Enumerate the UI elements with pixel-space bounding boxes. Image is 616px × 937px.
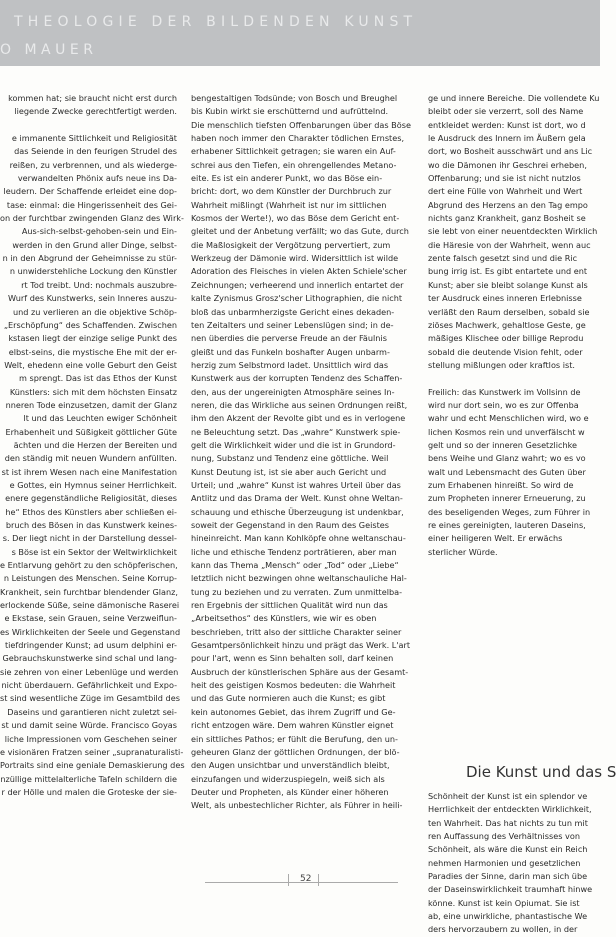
text-line: beschrieben, tritt also der sittliche Charakter seiner [191,626,402,637]
text-line: Deuter und Propheten, als Künder einer höheren [191,786,389,797]
text-line: on der furchtbar zwingenden Glanz des Wirk- [0,213,184,224]
text-line: n Leistungen des Menschen. Seine Korrup- [3,573,177,584]
text-line: bens Weihe und Glanz wahrt; wo es vo [428,453,586,464]
text-line: bruch des Bösen in das Kunstwerk keines- [5,520,177,530]
text-line: Kunst; aber sie bleibt solange Kunst als [428,279,588,290]
text-line: m sprengt. Das ist das Ethos der Kunst [19,373,177,384]
text-line: richt entzogen wäre. Dem wahren Künstler eignet [191,720,394,731]
footer-tick-left [288,874,289,886]
text-line: gelt die Wirklichkeit wider und die ist in Grundord- [191,439,396,450]
text-line: letztlich nicht bezwingen ohne weltanschauliche Hal- [191,573,407,584]
text-line: liche Impressionen vom Geschehen seiner [4,733,177,744]
text-line: Ausbruch der künstlerischen Sphäre aus der Gesamt- [191,666,409,677]
text-line: Kunstwerk aus der korrupten Tendenz des Schaffen- [191,373,403,384]
text-line: geheuren Glanz der göttlichen Ordnungen, der blö- [191,746,400,757]
text-line: e Ekstase, sein Grauen, seine Verzweiflun- [4,613,177,624]
text-line: r der Hölle und malen die Groteske der sie- [1,786,177,797]
text-line: kann das Thema „Mensch“ oder „Tod“ oder „Liebe“ [191,560,399,571]
text-line: kein autonomes Gebiet, das ihrem Zugriff und Ge- [191,706,396,717]
text-line: Wahrheit mißlingt (Wahrheit ist nur im sittlichen [191,199,387,210]
text-line: Krankheit, sein furchtbar blendender Glanz, [0,586,178,597]
text-line: zente falsch gesetzt sind und die Ric [428,253,578,264]
text-line: e visionären Fratzen seiner „supranaturalisti- [0,746,184,757]
text-line: eite. Es ist ein anderer Punkt, wo das Böse ein- [191,173,383,184]
text-line: Wurf des Kunstwerks, sein Inneres auszu- [8,293,177,304]
text-line: re eines gereinigten, lauteren Daseins, [428,520,586,530]
text-line: Kosmos der Werte!), wo das Böse dem Gericht ent- [191,213,400,224]
text-line: heit des geistigen Kosmos bedeuten: die Wahrheit [191,680,396,691]
text-line: „Erschöpfung“ des Schaffenden. Zwischen [3,319,177,330]
running-header-author: O MAUER [0,42,98,58]
text-line: stellung mißlungen oder kraftlos ist. [428,359,575,370]
text-line: st ist ihrem Wesen nach eine Manifestation [1,466,177,477]
text-line: Erhabenheit und Süßigkeit göttlicher Güte [5,426,177,437]
text-line: werden in den Grund aller Dinge, selbst- [12,239,177,250]
text-line: hineinreicht. Man kann Kohlköpfe ohne weltanschau- [191,533,406,544]
text-line: Daseins und garantieren nicht zuletzt sei- [7,706,177,717]
text-line: leudern. Der Schaffende erleidet eine dop- [3,186,177,197]
text-line: verläßt den Raum derselben, sobald sie [428,306,590,317]
text-line: ren Auffassung des Verhältnisses von [428,831,580,842]
text-line: den ständig mit neuen Wundern anfüllten. [4,453,177,464]
text-line: Adoration des Fleisches in vielen Akten Schiele'scher [191,266,407,277]
text-line: haben noch immer den Charakter tödlichen Ernstes, [191,133,405,144]
text-line: den Augen unsichtbar und unverständlich bleibt, [191,760,390,771]
text-line: zum Propheten innerer Erneuerung, zu [428,493,586,504]
text-line: bleibt oder sie verzerrt, soll des Name [428,106,584,117]
text-line: und zu verlieren an die objektive Schöp- [12,306,177,317]
text-line: rt Tod treibt. Und: nochmals auszubre- [21,279,177,290]
text-line: das Seiende in den feurigen Strudel des [14,146,177,157]
text-line: ter Ausdruck eines inneren Erlebnisse [428,293,582,304]
text-line: s. Der liegt nicht in der Darstellung dessel- [2,533,177,544]
text-line: Paradies der Sinne, darin man sich übe [428,871,588,882]
text-line: he“ Ethos des Künstlers aber schließen ei- [5,506,177,517]
text-line: es Wirklichkeiten der Seele und Gegenstand [0,626,181,637]
text-line: dort, wo Bosheit ausschwärt und ans Lic [428,146,593,157]
text-line: pour l'art, wenn es Sinn behalten soll, darf keinen [191,653,394,664]
text-line: neren, die das Wirkliche aus seinen Ordnungen reißt, [191,399,408,410]
text-line: erhabener Sittlichkeit getragen; sie waren ein Auf- [191,146,396,157]
text-line: Zeichnungen; verheerend und innerlich entartet der [191,279,404,290]
text-line: verwandelten Phönix aufs neue ins Da- [17,173,177,184]
text-line: „Arbeitsethos“ des Künstlers, wie wir es oben [191,613,377,624]
text-line: Aus-sich-selbst-gehoben-sein und Ein- [21,226,177,237]
text-line: den, aus der ungereinigten Atmosphäre seines In- [191,386,395,397]
text-line: schrei aus den Tiefen, ein ohrengellendes Metano- [191,159,397,170]
text-line: ne Beleuchtung setzt. Das „wahre“ Kunstwerk spie- [191,426,401,437]
text-line: le Ausdruck des Innern im Äußern gela [428,133,586,144]
footer-tick-right [318,874,319,886]
text-line: Kunst Deutung ist, ist sie aber auch Gericht und [191,466,387,477]
text-line: e Gottes, ein Hymnus seiner Herrlichkeit. [9,479,177,490]
text-line: lichen Kosmos rein und unverfälscht w [428,426,585,437]
page-number: 52 [300,874,312,884]
text-line: reißen, zu verbrennen, und als wiederge- [9,159,177,170]
text-line: Die menschlich tiefsten Offenbarungen über das Böse [191,119,411,130]
text-line: n in den Abgrund der Geheimnisse zu stür- [2,253,177,264]
text-line: gleißt und das Funkeln boshafter Augen unbarm- [191,346,390,357]
text-line: nichts ganz Krankheit, ganz Bosheit se [428,213,586,224]
text-line: elbst-seins, die mystische Ehe mit der er- [8,346,177,357]
text-line: schauung und ethische Überzeugung ist undenkbar, [191,506,404,517]
text-line: Gesamtpersönlichkeit hinzu und prägt das Werk. L'art [191,640,411,651]
text-line: des beseligenden Weges, zum Führer in [428,506,591,517]
text-line: Urteil; und „wahre“ Kunst ist wahres Urteil über das [191,479,401,490]
text-line: bis Kubin wirkt sie erschütternd und aufrüttelnd. [191,106,389,117]
text-line: ihm den Akzent der Revolte gibt und es in verlogene [191,413,406,424]
text-line: dert eine Fülle von Wahrheit und Wert [428,186,583,197]
text-line: liegende Zwecke gerechtfertigt werden. [14,106,177,117]
text-line: wo die Dämonen ihr Geschrei erheben, [428,159,587,170]
text-line: die Maßlosigkeit der Vergötzung pervertiert, zum [191,239,391,250]
text-line: soweit der Gegenstand in den Raum des Geistes [191,520,389,530]
text-line: kalte Zynismus Grosz'scher Lithographien, die nicht [191,293,403,304]
text-line: s Böse ist ein Sektor der Weltwirklichkeit [11,546,177,557]
text-line: zum Erhabenen hinreißt. So wird de [428,479,574,490]
running-header-title: THEOLOGIE DER BILDENDEN KUNST [14,14,418,30]
text-line: Portraits sind eine geniale Demaskierung des [0,760,185,771]
text-line: liche und ethische Tendenz porträtieren, aber man [191,546,397,557]
text-line [428,372,600,385]
text-line: n unwiderstehliche Lockung den Künstler [9,266,177,277]
text-line: einer heiligeren Welt. Er erwächs [428,533,563,544]
text-line: wahr und echt Menschlichen wird, wo e [428,413,589,424]
text-column-middle [191,92,417,813]
text-line: ächten und die Herzen der Bereiten und [13,439,177,450]
text-line: nung, Substanz und Tendenz eine göttliche. Weil [191,453,389,464]
text-line: st sind wesentliche Züge im Gesamtbild des [0,693,180,704]
text-line: lt und das Leuchten ewiger Schönheit [23,413,177,424]
text-line: kstasen liegt der einzige selige Punkt des [8,333,177,344]
text-line [0,119,177,132]
text-line: e Entlarvung gehört zu den schöpferischen, [0,560,178,571]
text-line: ge und innere Bereiche. Die vollendete Ku [428,93,600,103]
text-line: gelt und so der inneren Gesetzlichke [428,439,578,450]
text-line: Antlitz und das Drama der Welt. Kunst ohne Weltan- [191,493,403,504]
text-line: sie lebt von einer neuentdeckten Wirklich [428,226,598,237]
text-line: Schönheit, als wäre die Kunst ein Reich [428,844,588,855]
text-line: Werkzeug der Dämonie wird. Widersittlich ist wilde [191,253,399,264]
text-line: Schönheit der Kunst ist ein splendor ve [428,791,588,801]
text-line: die Häresie von der Wahrheit, wenn auc [428,239,591,250]
text-line: nicht überdauern. Gefährlichkeit und Expo- [1,680,177,691]
text-line: tung zu beziehen und zu verraten. Zum unmittelba- [191,586,403,597]
text-column-right [428,92,600,559]
text-line: Künstlers: sich mit dem höchsten Einsatz [9,386,177,397]
text-line: tase: einmal: die Hingerissenheit des Gei- [6,199,177,210]
text-line: entkleidet werden: Kunst ist dort, wo d [428,119,586,130]
text-line: ten Wahrheit. Das hat nichts zu tun mit [428,817,588,828]
text-line: nen überdies die perverse Freude an der Fäulnis [191,333,387,344]
text-line: Offenbarung; und sie ist nicht nutzlos [428,173,581,184]
running-header-band [0,0,600,66]
text-column-right-continued [428,790,600,937]
text-line: tiefdringender Kunst; ad usum delphini er- [4,640,177,651]
text-line: der Daseinswirklichkeit traumhaft hinwe [428,884,593,895]
text-line: bung irrig ist. Es gibt entartete und ent [428,266,588,277]
text-line: gleitet und der Anbetung verfällt; wo das Gute, durch [191,226,409,237]
text-line: Freilich: das Kunstwerk im Vollsinn de [428,386,581,397]
text-line: Herrlichkeit der entdeckten Wirklichkeit, [428,804,592,815]
text-line: kommen hat; sie braucht nicht erst durch [8,93,177,103]
text-line: bloß das unbarmherzigste Gericht eines dekaden- [191,306,395,317]
text-line: nneren Tode einzusetzen, damit der Glanz [5,399,177,410]
text-line: bengestaltigen Todsünde; von Bosch und Breughel [191,93,398,103]
text-line: enere gegenständliche Religiosität, dieses [5,493,177,504]
text-line: und das Gute normieren auch die Kunst; es gibt [191,693,386,704]
text-line: nzüllige mittelalterliche Tafeln schildern die [0,773,177,784]
text-line: ten Zeitalters und seiner Lebenslügen sind; in de- [191,319,394,330]
section-heading: Die Kunst und das S [466,763,616,781]
text-line: ren Ergebnis der sittlichen Qualität wird nun das [191,600,388,611]
text-line: wird nur dort sein, wo es zur Offenba [428,399,579,410]
text-line: Welt, als unbestechlicher Richter, als Führer in heili- [191,800,403,811]
text-line: sie zehren von einer Lebenlüge und werden [0,666,179,677]
text-line: herzig zum Selbstmord ladet. Unsittlich wird das [191,359,389,370]
text-line: nehmen Harmonien und gesetzlichen [428,857,581,868]
text-column-left [0,92,185,799]
text-line: Abgrund des Herzens an den Tag empo [428,199,588,210]
text-line: st und damit seine Würde. Francisco Goyas [1,720,177,731]
text-line: ders hervorzaubern zu wollen, in der [428,924,578,935]
text-line: ziöses Machwerk, gehaltlose Geste, ge [428,319,586,330]
text-line: Gebrauchskunstwerke sind schal und lang- [2,653,177,664]
text-line: sterlicher Würde. [428,546,498,557]
text-line: mäßiges Klischee oder billige Reprodu [428,333,584,344]
text-line: könne. Kunst ist kein Opiumat. Sie ist [428,897,580,908]
text-line: Welt, ehedenn eine volle Geburt den Geist [4,359,177,370]
text-line: bricht: dort, wo dem Künstler der Durchbruch zur [191,186,392,197]
text-line: erlockende Süße, seine dämonische Raserei [0,600,180,611]
text-line: einzufangen und widerzuspiegeln, weiß sich als [191,773,385,784]
text-line: sobald die deutende Vision fehlt, oder [428,346,583,357]
text-line: ein sittliches Pathos; er fühlt die Berufung, den un- [191,733,398,744]
text-line: ab, eine unwirkliche, phantastische We [428,911,588,922]
text-line: walt und Lebensmacht des Guten über [428,466,586,477]
text-line: e immanente Sittlichkeit und Religiosität [11,133,177,144]
